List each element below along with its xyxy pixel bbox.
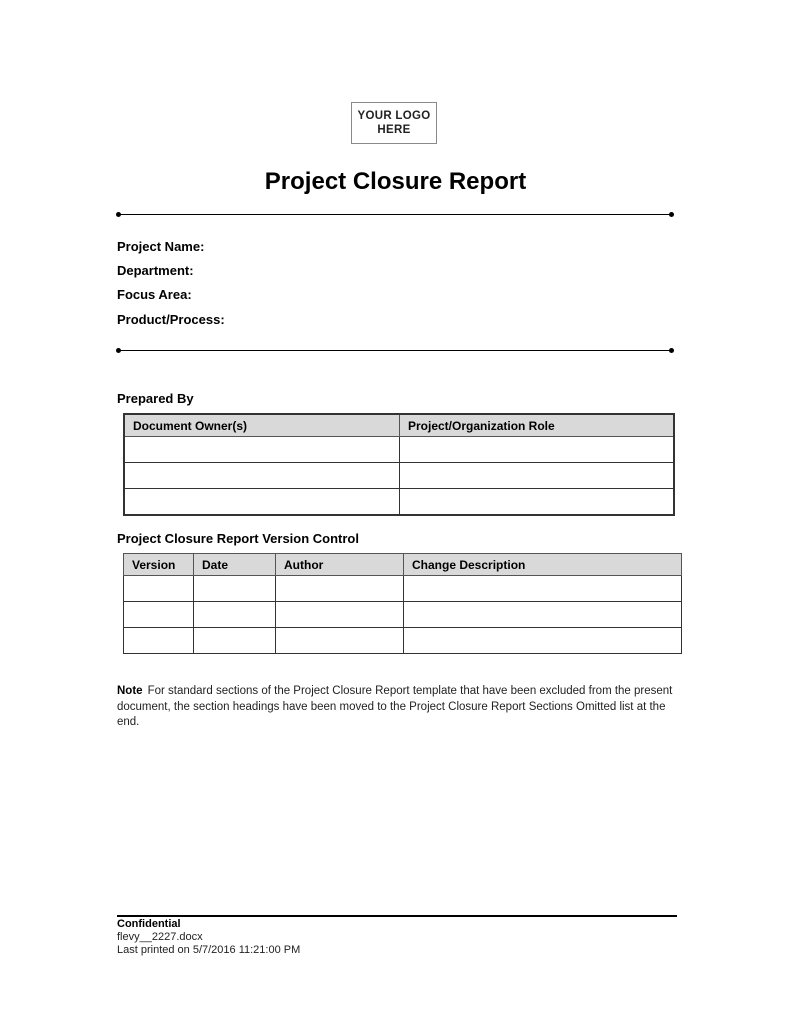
table-cell[interactable]	[404, 576, 682, 602]
logo-line-1: YOUR LOGO	[357, 110, 431, 122]
field-product-process: Product/Process:	[117, 312, 225, 327]
table-cell[interactable]	[194, 576, 276, 602]
table-cell[interactable]	[124, 628, 194, 654]
page-footer	[117, 918, 300, 957]
table-row	[124, 437, 674, 463]
note-text: For standard sections of the Project Closure Report template that have been excluded from the present document, the section headings have been moved to the Project Closure Report Sections Omitted list at the end.	[117, 685, 673, 728]
table-row	[124, 489, 674, 516]
table-cell[interactable]	[124, 437, 400, 463]
footer-filename: flevy__2227.docx	[117, 931, 203, 943]
table-cell[interactable]	[276, 576, 404, 602]
column-header: Author	[276, 554, 404, 576]
version-control-heading: Project Closure Report Version Control	[117, 531, 359, 546]
top-divider	[118, 214, 672, 215]
divider-dot-icon	[116, 348, 121, 353]
divider-dot-icon	[669, 348, 674, 353]
document-title: Project Closure Report	[264, 168, 527, 195]
table-cell[interactable]	[124, 576, 194, 602]
table-row	[124, 463, 674, 489]
version-control-table	[123, 553, 682, 654]
bottom-divider	[118, 350, 672, 351]
table-cell[interactable]	[124, 602, 194, 628]
column-header: Version	[124, 554, 194, 576]
column-header: Document Owner(s)	[124, 414, 400, 437]
table-cell[interactable]	[404, 602, 682, 628]
table-cell[interactable]	[276, 602, 404, 628]
logo-line-2: HERE	[377, 124, 411, 136]
footer-last-printed: Last printed on 5/7/2016 11:21:00 PM	[117, 944, 301, 956]
field-project-name: Project Name:	[117, 239, 205, 254]
divider-dot-icon	[669, 212, 674, 217]
table-cell[interactable]	[400, 463, 675, 489]
table-header-row	[124, 554, 682, 576]
table-row	[124, 628, 682, 654]
field-focus-area: Focus Area:	[117, 287, 192, 302]
prepared-by-heading: Prepared By	[117, 391, 194, 406]
table-header-row	[124, 414, 674, 437]
table-cell[interactable]	[194, 602, 276, 628]
column-header: Change Description	[404, 554, 682, 576]
footer-divider	[117, 915, 677, 917]
table-cell[interactable]	[400, 489, 675, 516]
table-cell[interactable]	[276, 628, 404, 654]
divider-dot-icon	[116, 212, 121, 217]
note-paragraph	[117, 684, 682, 731]
table-cell[interactable]	[194, 628, 276, 654]
table-cell[interactable]	[124, 489, 400, 516]
column-header: Date	[194, 554, 276, 576]
field-department: Department:	[117, 263, 194, 278]
table-cell[interactable]	[124, 463, 400, 489]
table-row	[124, 602, 682, 628]
table-row	[124, 576, 682, 602]
prepared-by-table	[123, 413, 675, 516]
logo-placeholder	[351, 102, 437, 144]
column-header: Project/Organization Role	[400, 414, 675, 437]
footer-confidential: Confidential	[117, 918, 181, 930]
table-cell[interactable]	[404, 628, 682, 654]
note-label: Note	[117, 685, 143, 697]
table-cell[interactable]	[400, 437, 675, 463]
